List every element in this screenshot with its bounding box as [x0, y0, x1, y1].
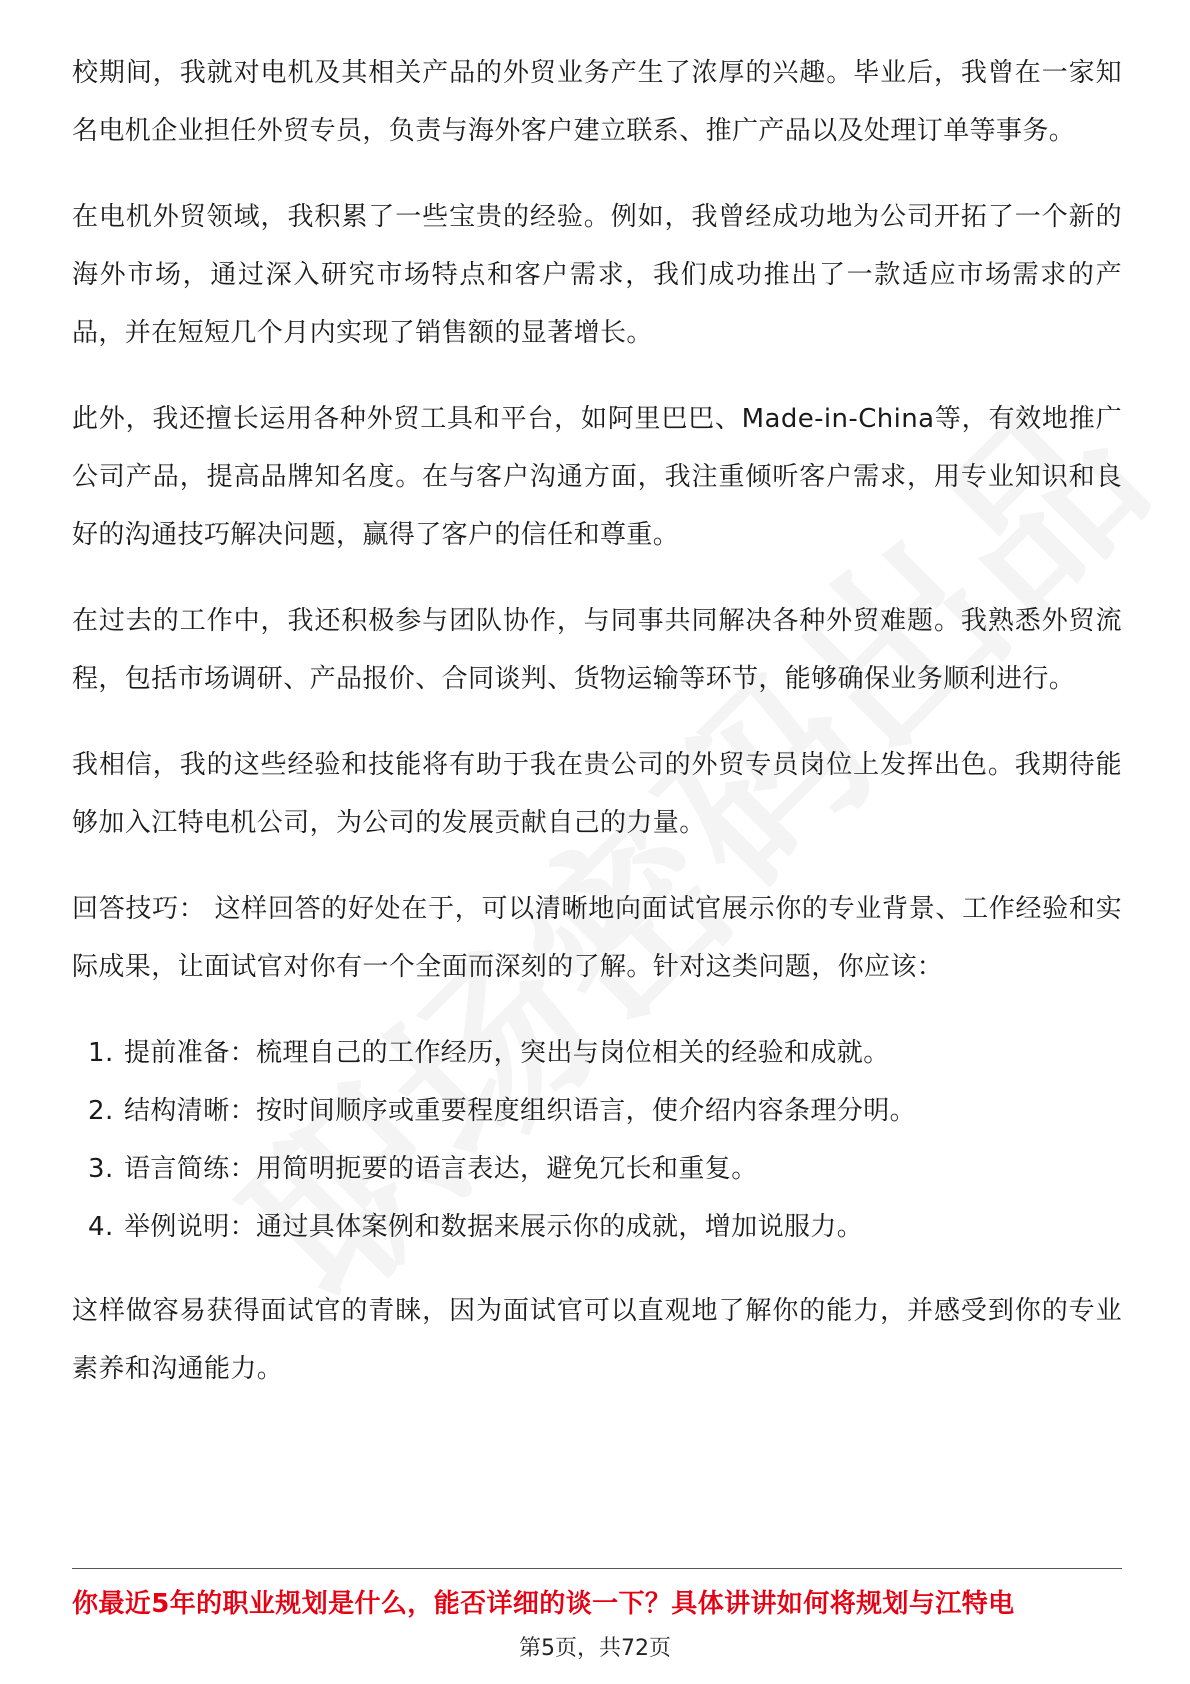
- list-item-number: 3.: [88, 1154, 114, 1184]
- list-item-number: 2.: [88, 1096, 114, 1126]
- next-question-heading: 你最近5年的职业规划是什么，能否详细的谈一下？具体讲讲如何将规划与江特电: [72, 1589, 1015, 1619]
- list-item-number: 4.: [88, 1212, 114, 1242]
- list-item: [88, 1140, 1122, 1198]
- paragraph-1: 校期间，我就对电机及其相关产品的外贸业务产生了浓厚的兴趣。毕业后，我曾在一家知名电机企业担任外贸专员，负责与海外客户建立联系、推广产品以及处理订单等事务。: [72, 58, 1122, 146]
- list-item-number: 1.: [88, 1038, 114, 1068]
- paragraph-3: 此外，我还擅长运用各种外贸工具和平台，如阿里巴巴、Made-in-China等，有效地推广公司产品，提高品牌知名度。在与客户沟通方面，我注重倾听客户需求，用专业知识和良好的沟通技巧解决问题，赢得了客户的信任和尊重。: [72, 404, 1122, 550]
- page-number: 第5页，共72页: [519, 1636, 671, 1661]
- list-item: [88, 1082, 1122, 1140]
- paragraph-5: 我相信，我的这些经验和技能将有助于我在贵公司的外贸专员岗位上发挥出色。我期待能够加入江特电机公司，为公司的发展贡献自己的力量。: [72, 750, 1122, 838]
- paragraph-4: 在过去的工作中，我还积极参与团队协作，与同事共同解决各种外贸难题。我熟悉外贸流程，包括市场调研、产品报价、合同谈判、货物运输等环节，能够确保业务顺利进行。: [72, 606, 1122, 694]
- tips-intro: 回答技巧： 这样回答的好处在于，可以清晰地向面试官展示你的专业背景、工作经验和实际成果，让面试官对你有一个全面而深刻的了解。针对这类问题，你应该：: [72, 894, 1122, 982]
- list-item-text: 结构清晰：按时间顺序或重要程度组织语言，使介绍内容条理分明。: [124, 1096, 917, 1126]
- closing-paragraph: 这样做容易获得面试官的青睐，因为面试官可以直观地了解你的能力，并感受到你的专业素养和沟通能力。: [72, 1296, 1122, 1384]
- paragraph-2: 在电机外贸领域，我积累了一些宝贵的经验。例如，我曾经成功地为公司开拓了一个新的海外市场，通过深入研究市场特点和客户需求，我们成功推出了一款适应市场需求的产品，并在短短几个月内实现了销售额的显著增长。: [72, 202, 1122, 348]
- list-item-text: 提前准备：梳理自己的工作经历，突出与岗位相关的经验和成就。: [124, 1038, 890, 1068]
- list-item: [88, 1198, 1122, 1256]
- list-item-text: 举例说明：通过具体案例和数据来展示你的成就，增加说服力。: [124, 1212, 864, 1242]
- document-body: [72, 44, 1122, 1426]
- section-divider: [72, 1568, 1122, 1569]
- tips-list: [72, 1024, 1122, 1256]
- list-item-text: 语言简练：用简明扼要的语言表达，避免冗长和重复。: [124, 1154, 758, 1184]
- list-item: [88, 1024, 1122, 1082]
